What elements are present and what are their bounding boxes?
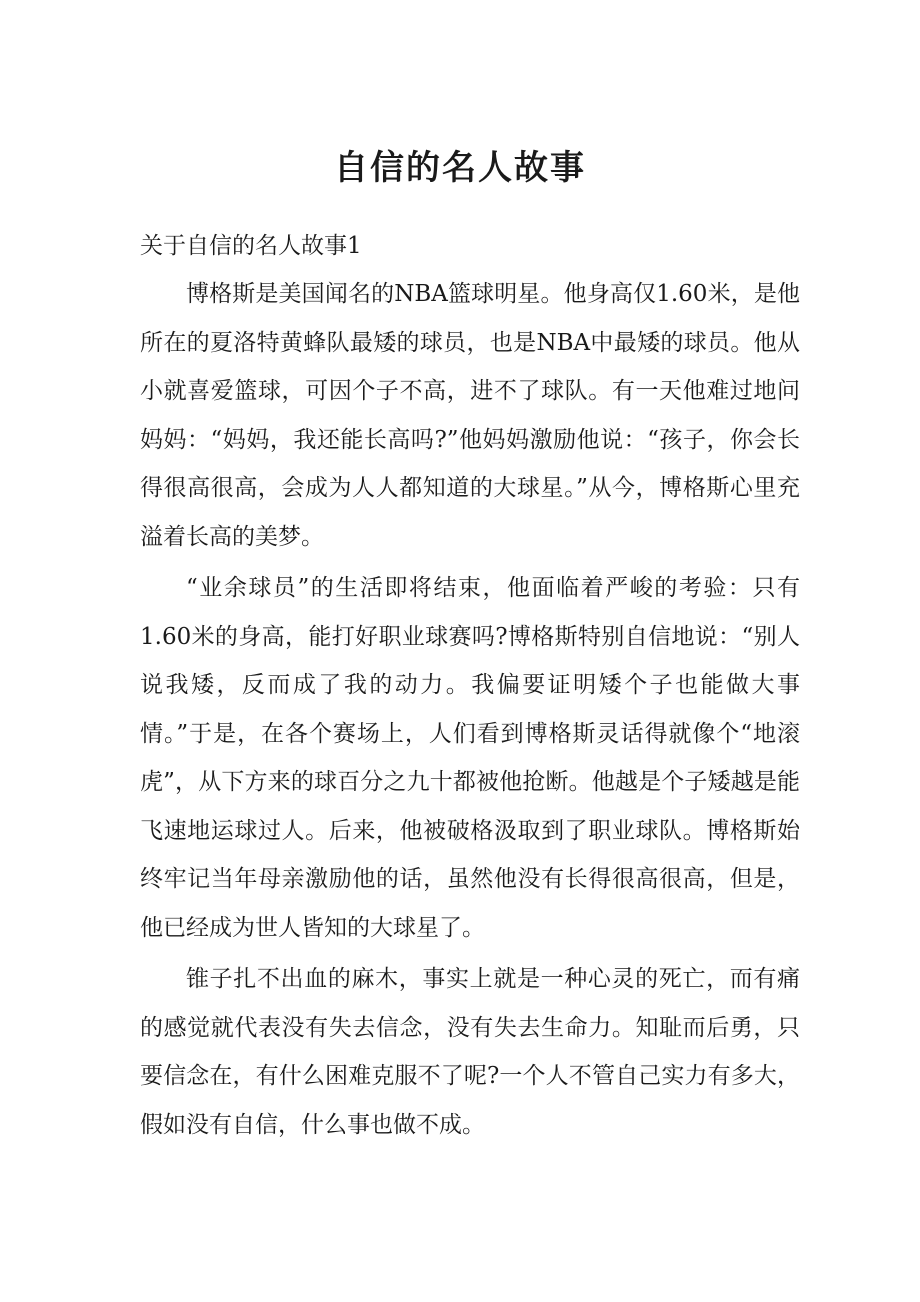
paragraph-2: “业余球员”的生活即将结束，他面临着严峻的考验：只有1.60米的身高，能打好职业球赛吗?博格斯特别自信地说：“别人说我矮，反而成了我的动力。我偏要证明矮个子也能做大事情。”于是，在各个赛场上，人们看到博格斯灵话得就像个“地滚虎”，从下方来的球百分之九十都被他抢断。他越是个子矮越是能飞速地运球过人。后来，他被破格汲取到了职业球队。博格斯始终牢记当年母亲激励他的话，虽然他没有长得很高很高，但是，他已经成为世人皆知的大球星了。	[140, 575, 800, 941]
paragraph-1: 博格斯是美国闻名的NBA篮球明星。他身高仅1.60米，是他所在的夏洛特黄蜂队最矮的球员，也是NBA中最矮的球员。他从小就喜爱篮球，可因个子不高，进不了球队。有一天他难过地问妈妈：“妈妈，我还能长高吗?”他妈妈激励他说：“孩子，你会长得很高很高，会成为人人都知道的大球星。”从今，博格斯心里充溢着长高的美梦。	[140, 281, 800, 550]
paragraph-3: 锥子扎不出血的麻木，事实上就是一种心灵的死亡，而有痛的感觉就代表没有失去信念，没有失去生命力。知耻而后勇，只要信念在，有什么困难克服不了呢?一个人不管自己实力有多大，假如没有自信，什么事也做不成。	[140, 966, 800, 1138]
document-body	[140, 222, 800, 1149]
document-title: 自信的名人故事	[334, 148, 586, 188]
section-heading: 关于自信的名人故事1	[140, 233, 362, 259]
